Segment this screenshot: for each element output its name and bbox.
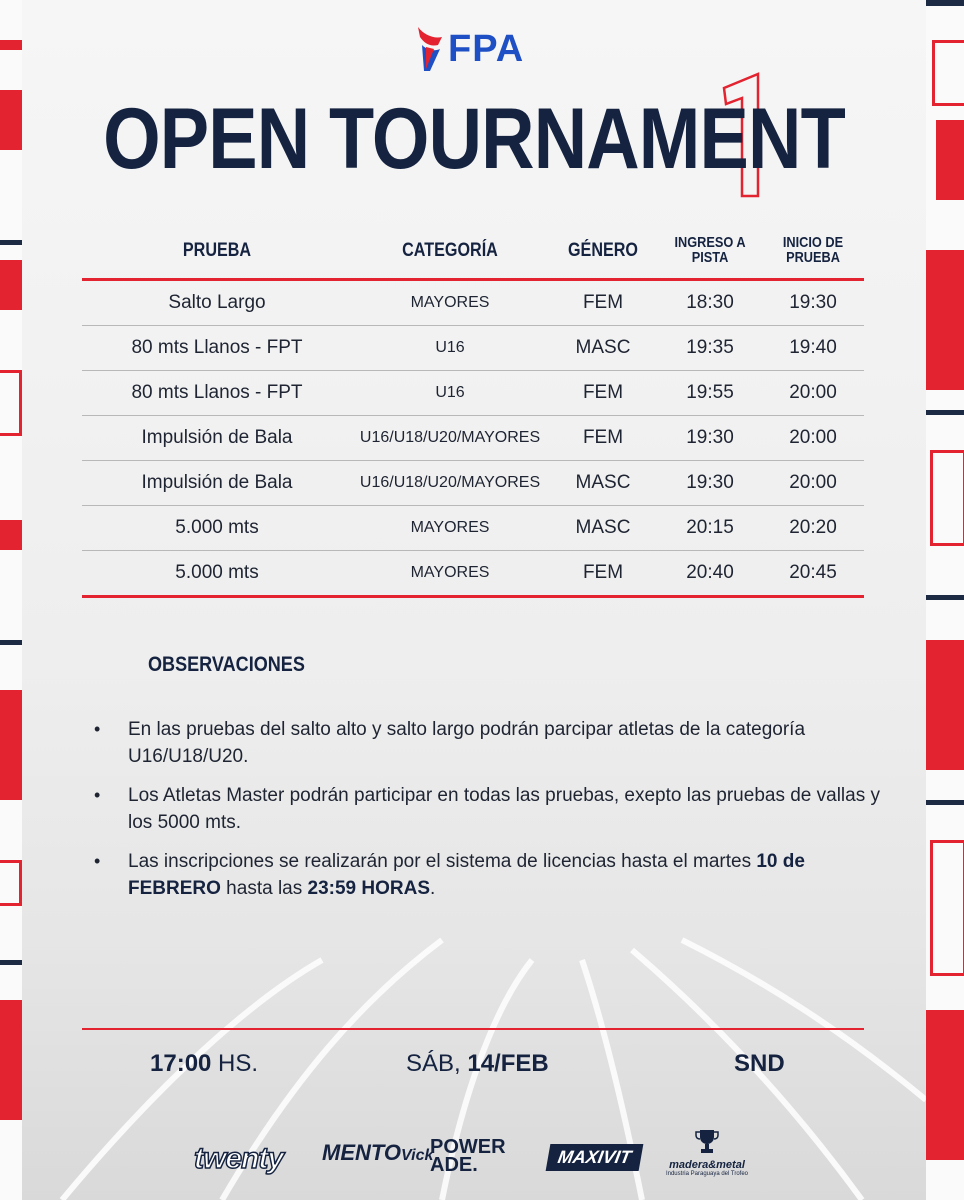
bullet: •: [94, 785, 101, 805]
observacion-text: [128, 848, 880, 902]
sponsor-logos: [22, 1128, 926, 1188]
footer-venue: [734, 1050, 785, 1078]
obs3-part-e: .: [430, 878, 436, 899]
cell-inicio: 19:30: [789, 292, 837, 313]
header-inicio-line1: INICIO DE: [782, 234, 844, 251]
footer-date-value: 14/FEB: [467, 1050, 549, 1077]
right-decor-strip: [926, 0, 964, 1200]
cell-prueba: 80 mts Llanos - FPT: [131, 337, 303, 358]
cell-ingreso: 19:30: [686, 427, 734, 448]
cell-genero: MASC: [575, 517, 631, 538]
poster: [22, 0, 926, 1200]
header-categoria: CATEGORÍA: [402, 239, 498, 261]
list-item: [94, 782, 884, 836]
cell-categoria: U16/U18/U20/MAYORES: [359, 474, 541, 491]
cell-categoria: MAYORES: [410, 519, 490, 536]
table-header: [82, 222, 864, 281]
cell-categoria: MAYORES: [410, 564, 490, 581]
cell-prueba: Salto Largo: [168, 292, 266, 313]
obs3-deadline-date: 10 de FEBRERO: [128, 851, 805, 899]
sponsor-trofeo-tagline: Industria Paraguaya del Trofeo: [665, 1171, 749, 1177]
cell-inicio: 20:45: [789, 562, 837, 583]
cell-ingreso: 18:30: [686, 292, 734, 313]
obs3-deadline-time: 23:59 HORAS: [307, 878, 431, 899]
fpa-swoosh-icon: [414, 25, 444, 73]
sponsor-mentovick: [322, 1140, 433, 1166]
cell-categoria: MAYORES: [410, 294, 490, 311]
table-row: [82, 416, 864, 461]
cell-genero: FEM: [582, 382, 624, 403]
observaciones-list: [94, 716, 884, 914]
cell-prueba: Impulsión de Bala: [141, 472, 293, 493]
sponsor-powerade-1: POWER: [430, 1136, 506, 1158]
cell-genero: FEM: [582, 292, 624, 313]
obs3-part-c: hasta las: [220, 878, 308, 899]
left-decor-strip: [0, 0, 22, 1200]
cell-prueba: 5.000 mts: [175, 562, 259, 583]
list-item: [94, 716, 884, 770]
cell-categoria: U16/U18/U20/MAYORES: [359, 429, 541, 446]
cell-genero: FEM: [582, 427, 624, 448]
sponsor-maxivit: MAXIVIT: [546, 1144, 644, 1171]
table-row: [82, 371, 864, 416]
observaciones-title: OBSERVACIONES: [148, 653, 305, 676]
table-row: [82, 461, 864, 506]
sponsor-mentovick-1: MENTO: [322, 1140, 402, 1165]
footer-date-day: SÁB,: [406, 1050, 468, 1077]
fpa-logo: [414, 24, 524, 74]
header-inicio: [770, 235, 857, 265]
cell-inicio: 19:40: [789, 337, 837, 358]
trophy-icon: [695, 1128, 719, 1154]
header-ingreso-line1: INGRESO A: [674, 234, 746, 251]
cell-ingreso: 19:30: [686, 472, 734, 493]
cell-ingreso: 20:15: [686, 517, 734, 538]
observacion-text: Los Atletas Master podrán participar en todas las pruebas, exepto las pruebas de vallas y los 5000 mts.: [128, 785, 880, 833]
sponsor-trofeo: [652, 1128, 762, 1177]
header-prueba: PRUEBA: [182, 239, 252, 261]
table-row: [82, 281, 864, 326]
cell-inicio: 20:20: [789, 517, 837, 538]
cell-prueba: 5.000 mts: [175, 517, 259, 538]
cell-ingreso: 20:40: [686, 562, 734, 583]
sponsor-powerade-2: ADE.: [430, 1154, 478, 1176]
sponsor-twenty: twenty: [194, 1142, 284, 1175]
bullet: •: [94, 719, 101, 739]
table-row: [82, 506, 864, 551]
footer-time-unit: HS.: [211, 1050, 259, 1077]
cell-ingreso: 19:55: [686, 382, 734, 403]
footer-venue-value: SND: [734, 1050, 785, 1077]
page-title: OPEN TOURNAMENT: [103, 91, 845, 187]
footer-divider: [82, 1028, 864, 1030]
header-ingreso: [666, 235, 754, 265]
cell-genero: MASC: [575, 337, 631, 358]
cell-inicio: 20:00: [789, 427, 837, 448]
observacion-text: En las pruebas del salto alto y salto largo podrán parcipar atletas de la categoría U16/U18/U20.: [128, 719, 806, 767]
table-row: [82, 326, 864, 371]
cell-genero: MASC: [575, 472, 631, 493]
header-ingreso-line2: PISTA: [691, 249, 729, 266]
cell-genero: FEM: [582, 562, 624, 583]
cell-categoria: U16: [435, 339, 465, 356]
footer-date: [406, 1050, 549, 1078]
cell-prueba: Impulsión de Bala: [141, 427, 293, 448]
sponsor-mentovick-2: Vick: [401, 1147, 434, 1164]
schedule-table: [82, 222, 864, 598]
header-inicio-line2: PRUEBA: [786, 249, 840, 266]
cell-inicio: 20:00: [789, 472, 837, 493]
list-item: [94, 848, 884, 902]
cell-inicio: 20:00: [789, 382, 837, 403]
table-row: [82, 551, 864, 598]
cell-prueba: 80 mts Llanos - FPT: [131, 382, 303, 403]
cell-ingreso: 19:35: [686, 337, 734, 358]
cell-categoria: U16: [435, 384, 465, 401]
sponsor-trofeo-name: madera&metal: [669, 1159, 745, 1171]
sponsor-powerade: [430, 1138, 506, 1174]
obs3-part-a: Las inscripciones se realizarán por el sistema de licencias hasta el martes: [128, 851, 757, 872]
header-genero: GÉNERO: [567, 239, 638, 261]
bullet: •: [94, 851, 101, 871]
footer-time: [150, 1050, 258, 1078]
footer-time-value: 17:00: [150, 1050, 212, 1077]
fpa-logo-text: FPA: [448, 27, 525, 70]
